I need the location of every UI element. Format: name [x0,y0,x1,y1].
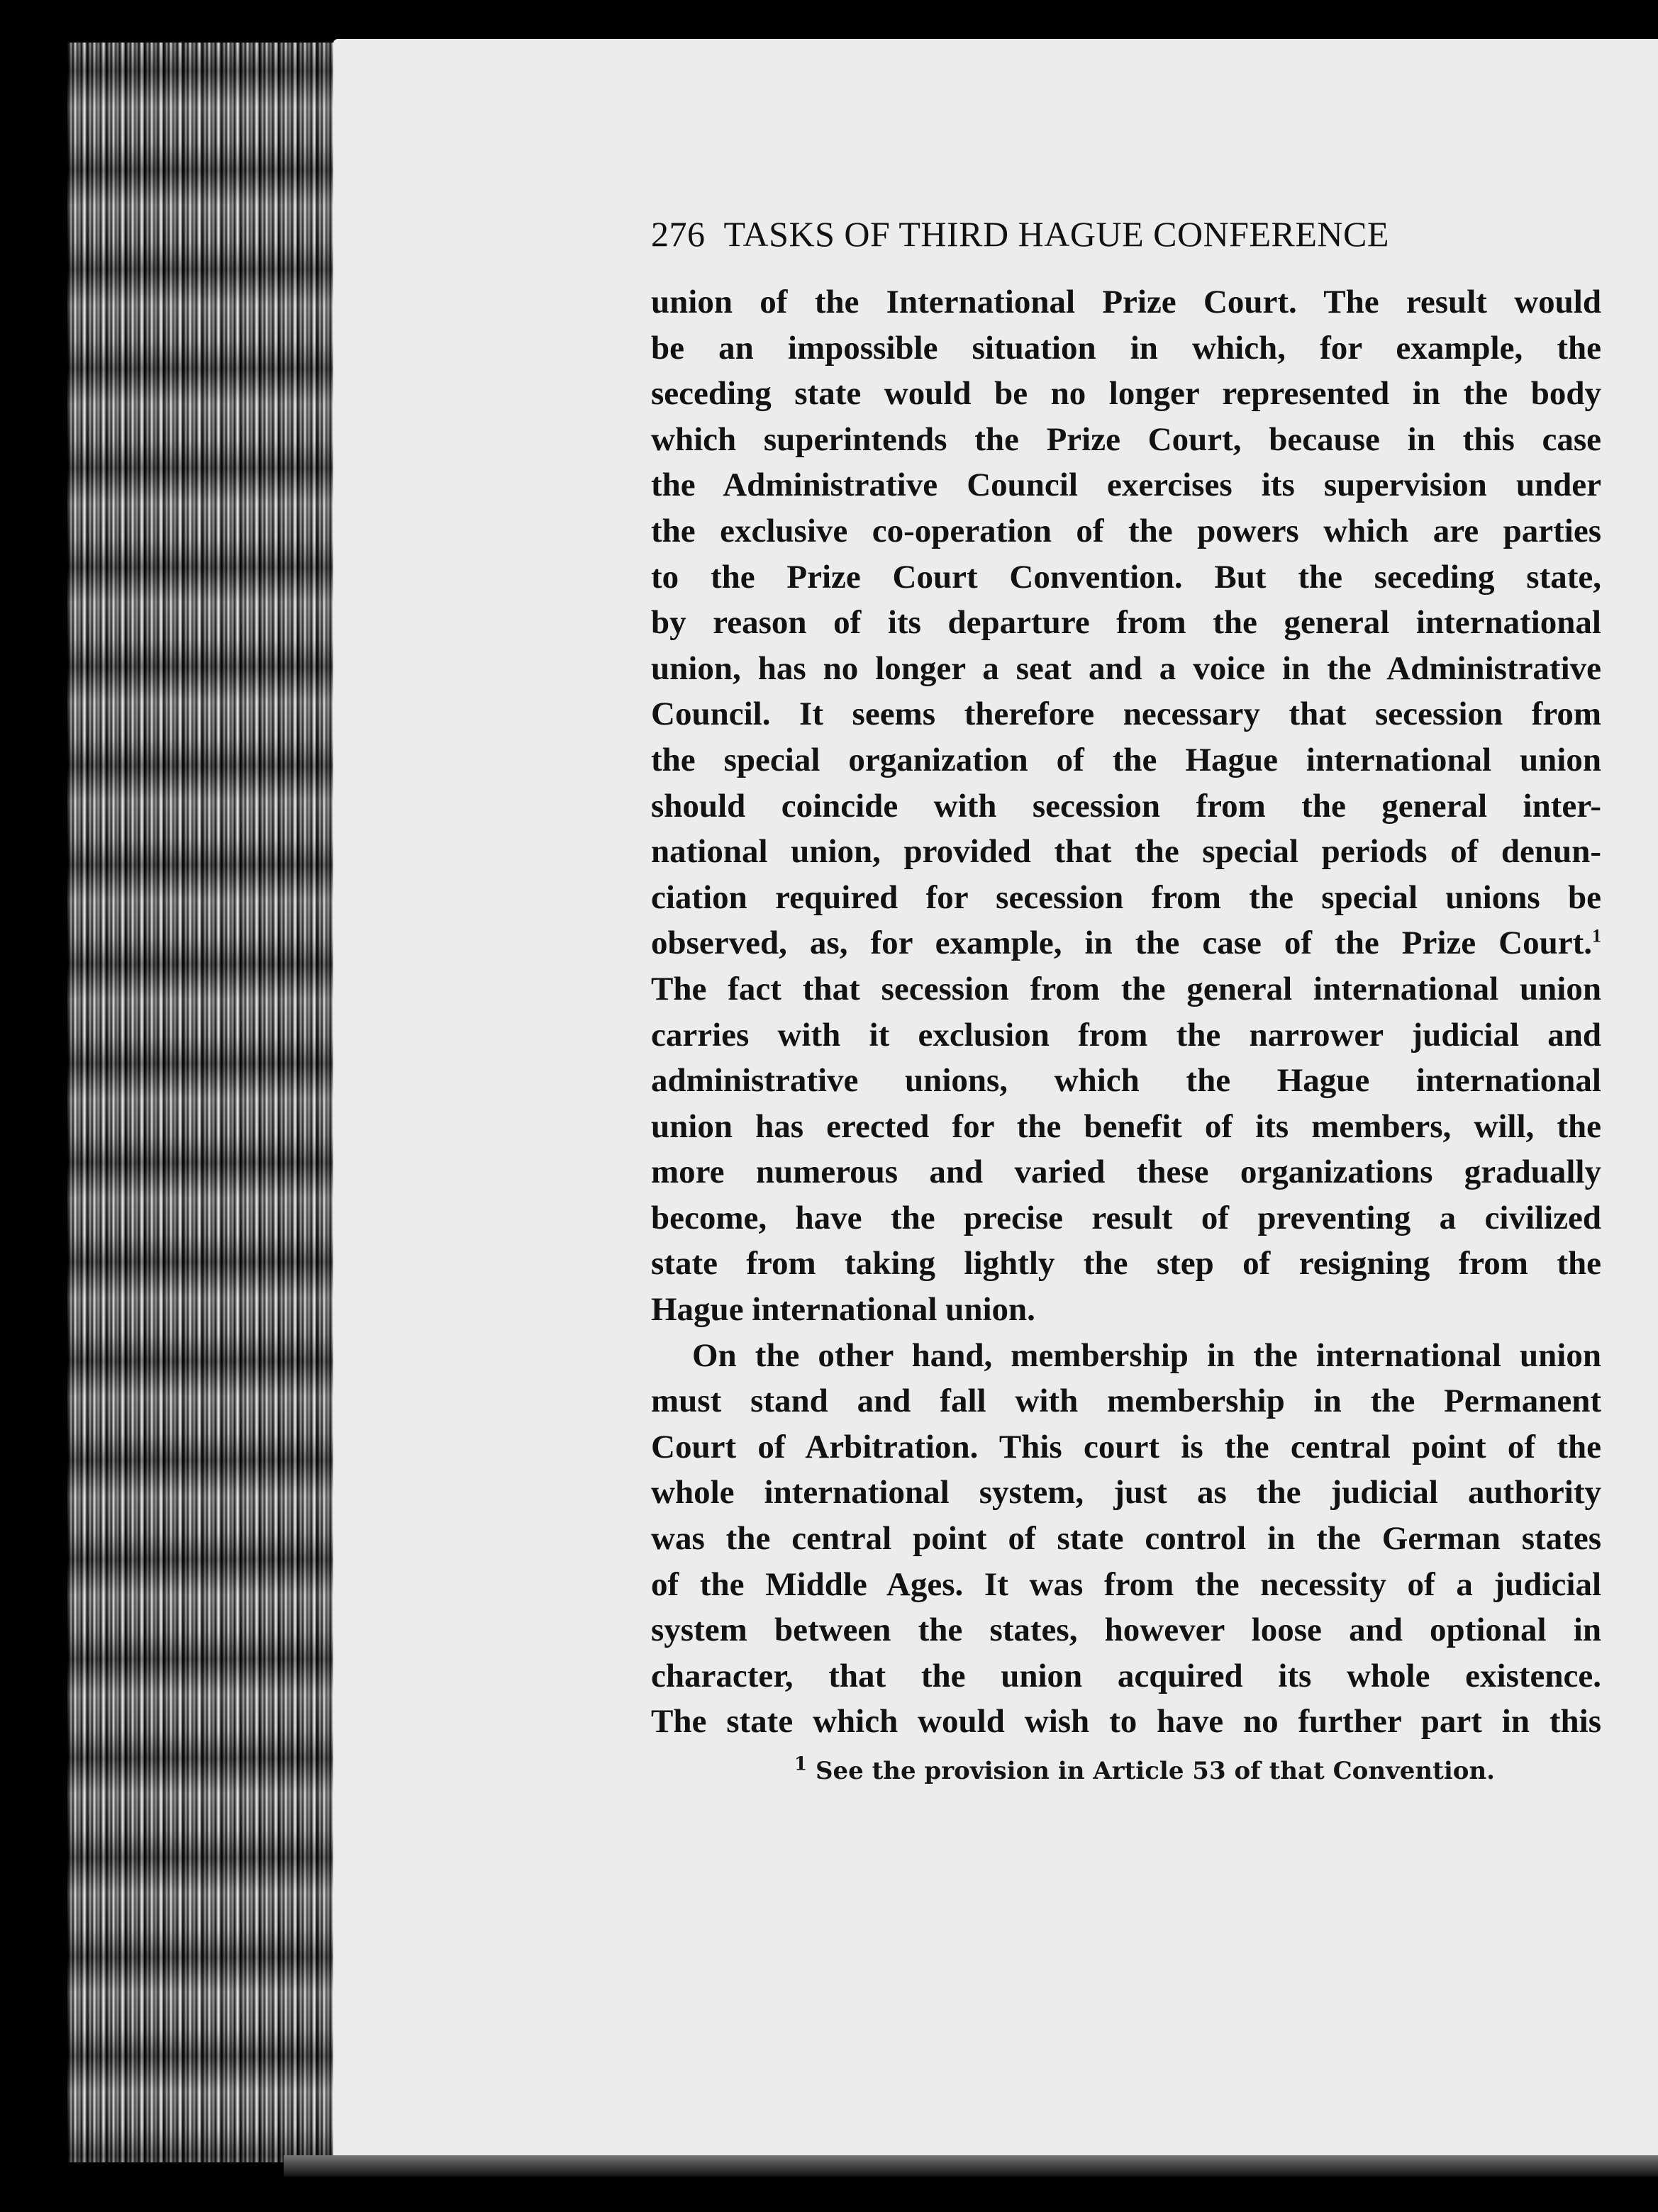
footnote-text: See the provision in Article 53 of that Convention. [815,1757,1495,1785]
text-line: administrative unions, which the Hague international [651,1062,1601,1100]
text-line: should coincide with secession from the general inter- [651,787,1601,825]
text-line-with-footnote-ref [651,920,1601,966]
text-line: system between the states, however loose and optional in [651,1611,1601,1649]
text-line: must stand and fall with membership in the Permanent [651,1382,1601,1420]
text-line: national union, provided that the special periods of denun- [651,833,1601,871]
text-line: was the central point of state control in the German states [651,1520,1601,1558]
running-head-title: TASKS OF THIRD HAGUE CONFERENCE [723,214,1389,254]
text-line: Council. It seems therefore necessary that secession from [651,696,1601,733]
page-bottom-shadow [284,2155,1658,2177]
footnote-reference: 1 [1592,925,1601,946]
text-line: character, that the union acquired its whole existence. [651,1657,1601,1694]
text-line-content: observed, as, for example, in the case of the Prize Court. [651,925,1592,962]
text-line: union, has no longer a seat and a voice in the Administrative [651,649,1601,687]
text-line: Hague international union. [651,1291,1035,1329]
text-line: union has erected for the benefit of its members, will, the [651,1107,1601,1145]
page-number: 276 [651,214,706,254]
book-fore-edge [67,43,351,2162]
text-line: by reason of its departure from the general international [651,604,1601,642]
text-line: ciation required for secession from the special unions be [651,878,1601,916]
paragraph-1 [651,279,1601,1333]
running-head [651,211,1502,257]
text-line: of the Middle Ages. It was from the necessity of a judicial [651,1565,1601,1603]
text-line: the exclusive co-operation of the powers which are parties [651,512,1601,549]
text-line: the Administrative Council exercises its supervision under [651,467,1601,504]
text-line: The state which would wish to have no further part in this [651,1703,1601,1741]
body-text [651,279,1601,1745]
text-line: become, have the precise result of preventing a civilized [651,1199,1601,1236]
text-line: Court of Arbitration. This court is the central point of the [651,1428,1601,1465]
text-line: more numerous and varied these organizations gradually [651,1154,1601,1191]
text-line: state from taking lightly the step of resigning from the [651,1245,1601,1283]
footnote-marker: 1 [794,1753,808,1775]
text-line: On the other hand, membership in the international union [692,1336,1601,1374]
text-line: the special organization of the Hague international union [651,741,1601,778]
text-line: The fact that secession from the general international union [651,970,1601,1007]
text-line: to the Prize Court Convention. But the seceding state, [651,558,1601,596]
footnote [794,1751,1574,1791]
text-line: whole international system, just as the judicial authority [651,1474,1601,1512]
text-line: which superintends the Prize Court, because in this case [651,420,1601,458]
text-line: carries with it exclusion from the narrower judicial and [651,1016,1601,1054]
paragraph-2 [651,1333,1601,1745]
text-line: be an impossible situation in which, for example, the [651,329,1601,367]
text-line: union of the International Prize Court. The result would [651,284,1601,320]
text-line: seceding state would be no longer represented in the body [651,375,1601,413]
